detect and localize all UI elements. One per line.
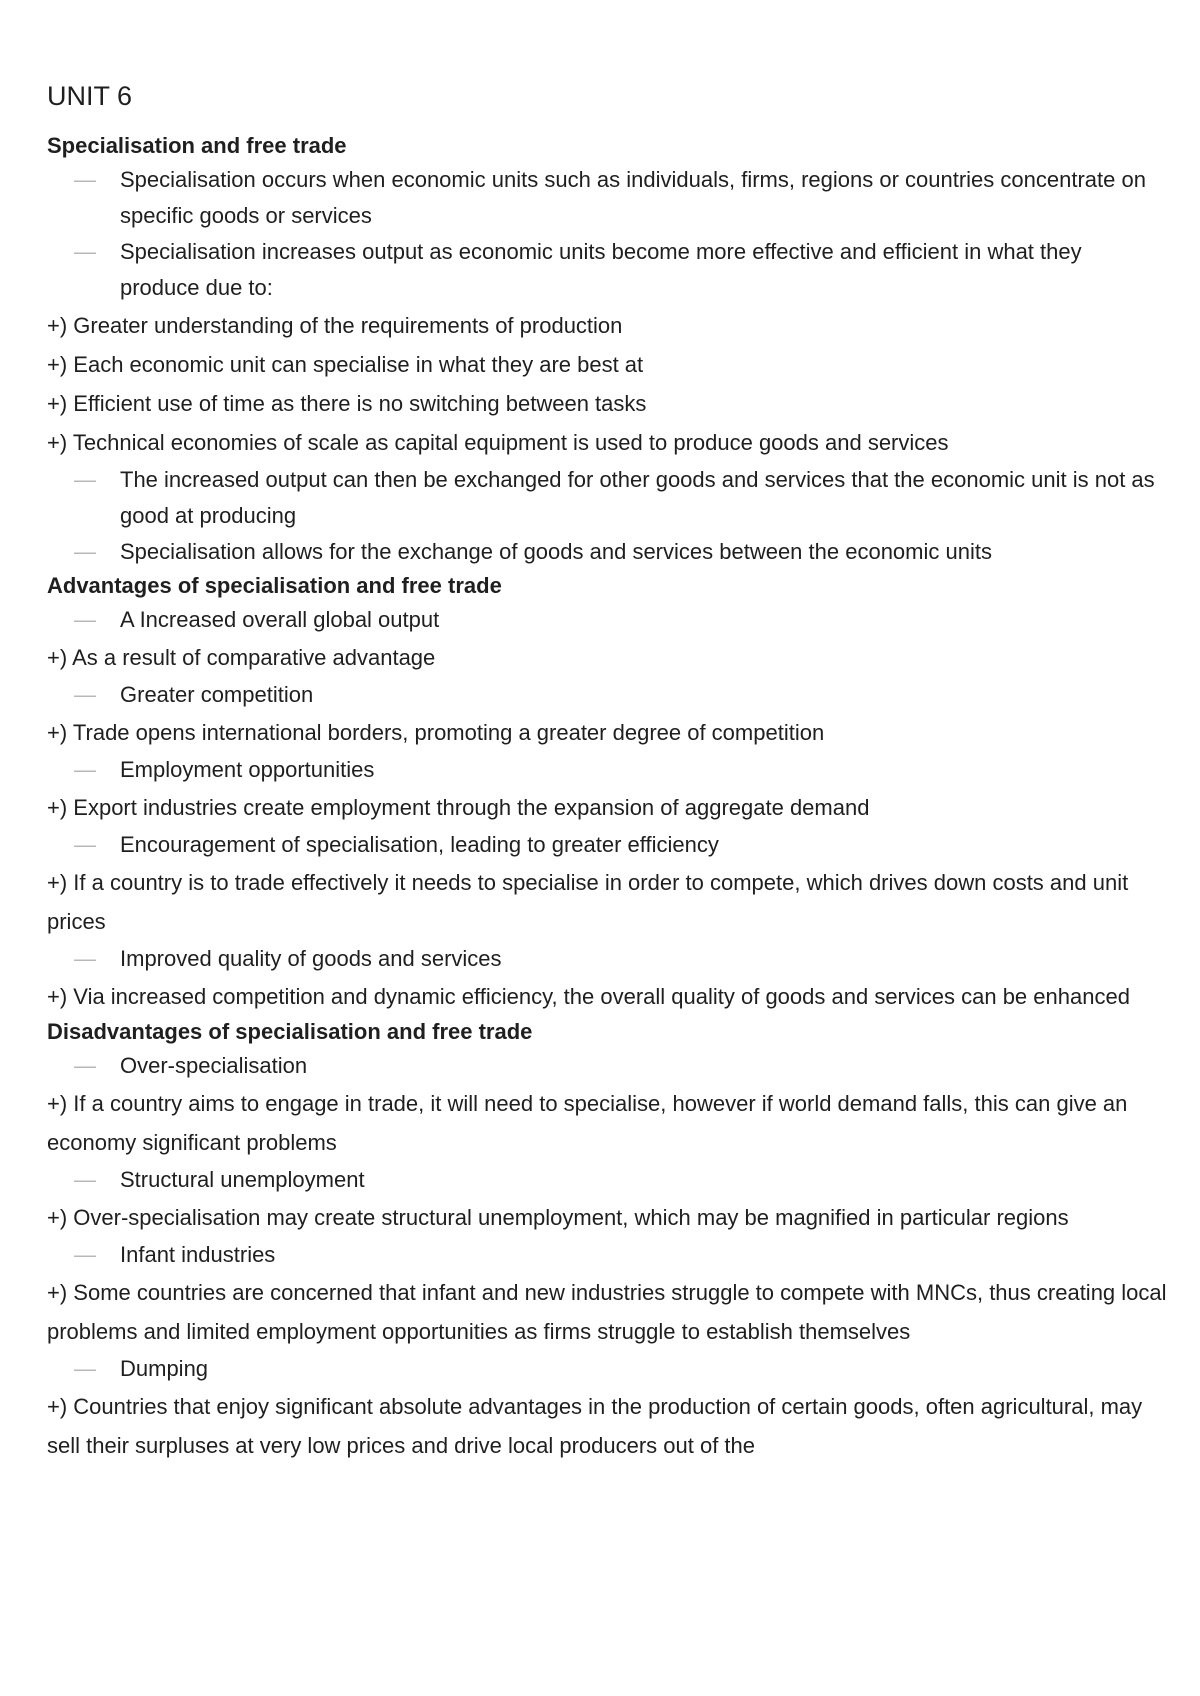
- sub-point: +) If a country aims to engage in trade, it will need to specialise, however if world demand falls, this can give an economy significant problems: [47, 1091, 1128, 1155]
- sub-point: +) Export industries create employment through the expansion of aggregate demand: [47, 795, 870, 820]
- bullet-item: [47, 162, 1167, 234]
- sub-point: +) Efficient use of time as there is no switching between tasks: [47, 391, 647, 416]
- document-body: [47, 130, 1167, 1465]
- sub-point: +) If a country is to trade effectively it needs to specialise in order to compete, which drives down costs and unit prices: [47, 870, 1129, 934]
- dash-bullet-icon: —: [74, 832, 96, 857]
- bullet-item: [47, 1048, 1167, 1084]
- dash-bullet-icon: —: [74, 1053, 96, 1078]
- bullet-text: Structural unemployment: [120, 1167, 365, 1192]
- bullet-text: Over-specialisation: [120, 1053, 308, 1078]
- bullet-item: [47, 1162, 1167, 1198]
- sub-point: +) Over-specialisation may create structural unemployment, which may be magnified in particular regions: [47, 1205, 1069, 1230]
- bullet-item: [47, 1351, 1167, 1387]
- bullet-item: [47, 462, 1167, 534]
- bullet-text: The increased output can then be exchanged for other goods and services that the economic unit is not as good at producing: [120, 467, 1155, 528]
- dash-bullet-icon: —: [74, 946, 96, 971]
- bullet-text: Improved quality of goods and services: [120, 946, 502, 971]
- section-heading: Specialisation and free trade: [47, 133, 347, 158]
- bullet-item: [47, 677, 1167, 713]
- section-heading: Disadvantages of specialisation and free trade: [47, 1019, 533, 1044]
- sub-point: +) Greater understanding of the requirements of production: [47, 313, 623, 338]
- dash-bullet-icon: —: [74, 682, 96, 707]
- bullet-text: Specialisation increases output as economic units become more effective and efficient in what they produce due to:: [120, 239, 1082, 300]
- dash-bullet-icon: —: [74, 539, 96, 564]
- dash-bullet-icon: —: [74, 1167, 96, 1192]
- dash-bullet-icon: —: [74, 757, 96, 782]
- bullet-text: Specialisation occurs when economic units such as individuals, firms, regions or countries concentrate on specific goods or services: [120, 167, 1146, 228]
- bullet-text: Specialisation allows for the exchange of goods and services between the economic units: [120, 539, 992, 564]
- dash-bullet-icon: —: [74, 239, 96, 264]
- bullet-text: A Increased overall global output: [120, 607, 440, 632]
- bullet-text: Greater competition: [120, 682, 314, 707]
- sub-point: +) Some countries are concerned that infant and new industries struggle to compete with MNCs, thus creating local problems and limited employment opportunities as firms struggle to establish themselves: [47, 1280, 1167, 1344]
- sub-point: +) As a result of comparative advantage: [47, 645, 436, 670]
- bullet-text: Encouragement of specialisation, leading to greater efficiency: [120, 832, 719, 857]
- dash-bullet-icon: —: [74, 607, 96, 632]
- dash-bullet-icon: —: [74, 1242, 96, 1267]
- sub-point: +) Countries that enjoy significant absolute advantages in the production of certain goods, often agricultural, may sell their surpluses at very low prices and drive local producers out of the: [47, 1394, 1143, 1458]
- bullet-text: Infant industries: [120, 1242, 276, 1267]
- document-page: [47, 80, 1167, 1465]
- bullet-item: [47, 234, 1167, 306]
- section-heading: Advantages of specialisation and free trade: [47, 573, 502, 598]
- dash-bullet-icon: —: [74, 167, 96, 192]
- dash-bullet-icon: —: [74, 467, 96, 492]
- bullet-text: Employment opportunities: [120, 757, 375, 782]
- bullet-text: Dumping: [120, 1356, 209, 1381]
- bullet-item: [47, 1237, 1167, 1273]
- bullet-item: [47, 602, 1167, 638]
- sub-point: +) Technical economies of scale as capital equipment is used to produce goods and services: [47, 430, 949, 455]
- sub-point: +) Via increased competition and dynamic efficiency, the overall quality of goods and services can be enhanced: [47, 984, 1130, 1009]
- dash-bullet-icon: —: [74, 1356, 96, 1381]
- sub-point: +) Each economic unit can specialise in what they are best at: [47, 352, 644, 377]
- bullet-item: [47, 534, 1167, 570]
- bullet-item: [47, 941, 1167, 977]
- page-title: UNIT 6: [47, 81, 133, 111]
- bullet-item: [47, 752, 1167, 788]
- sub-point: +) Trade opens international borders, promoting a greater degree of competition: [47, 720, 825, 745]
- bullet-item: [47, 827, 1167, 863]
